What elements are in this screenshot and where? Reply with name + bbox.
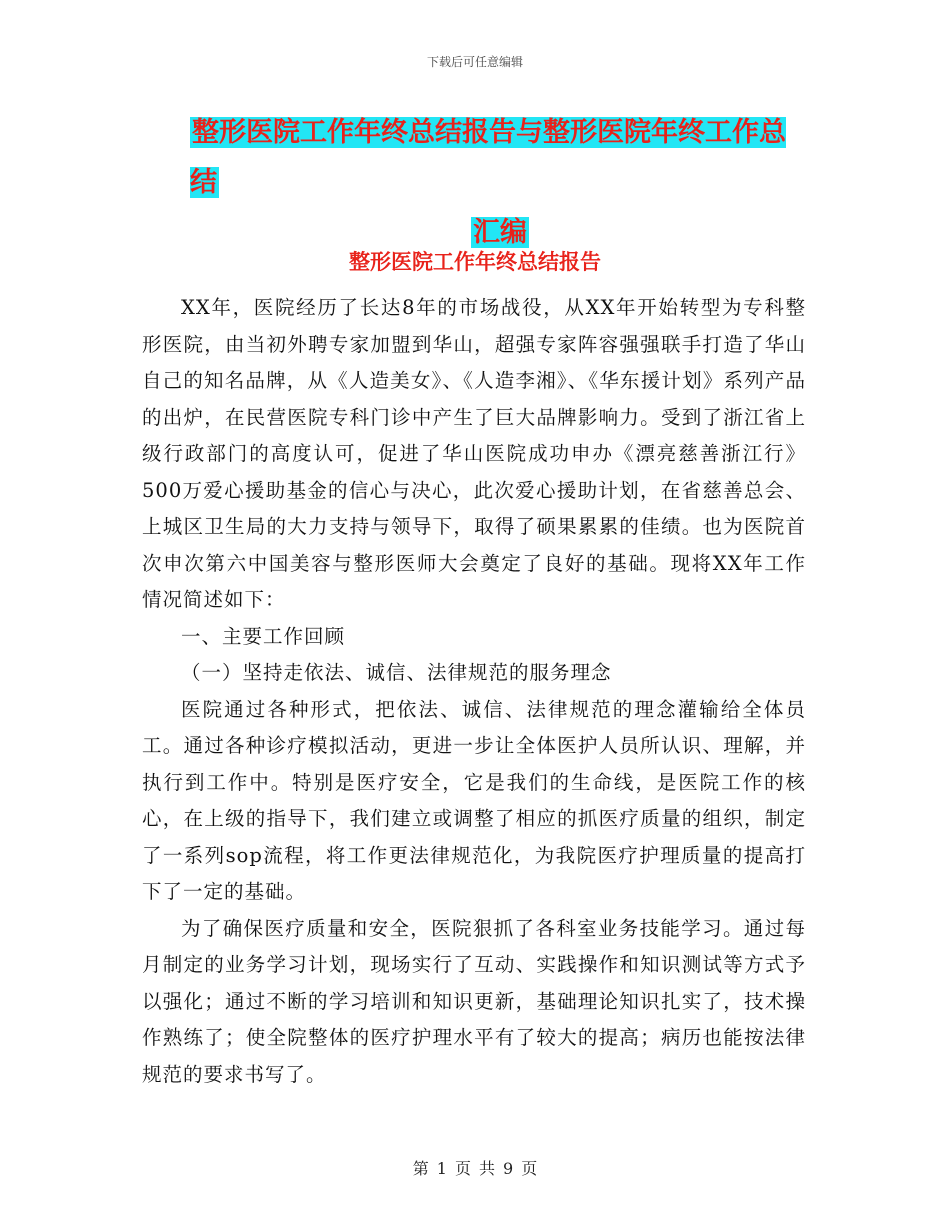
footer-total-word: 共 <box>479 1159 496 1178</box>
footer-prefix: 第 <box>412 1159 429 1178</box>
footer-suffix: 页 <box>521 1159 538 1178</box>
document-title-line1 <box>190 108 810 208</box>
section-title: 整形医院工作年终总结报告 <box>349 250 601 274</box>
paragraph-law-compliance: 医院通过各种形式，把依法、诚信、法律规范的理念灌输给全体员工。通过各种诊疗模拟活动，更进一步让全体医护人员所认识、理解，并执行到工作中。特别是医疗安全，它是我们的生命线，是医院工作的核心，在上级的指导下，我们建立或调整了相应的抓医疗质量的组织，制定了一系列sop流程，将工作更法律规范化，为我院医疗护理质量的提高打下了一定的基础。 <box>142 697 806 903</box>
document-body <box>142 290 806 1093</box>
footer-total-pages: 9 <box>503 1159 514 1178</box>
heading-main-review: 一、主要工作回顾 <box>181 624 346 648</box>
footer-page-word: 页 <box>454 1159 471 1178</box>
title-highlight-2: 汇编 <box>473 217 527 248</box>
header-note: 下载后可任意编辑 <box>426 55 523 69</box>
paragraph-intro: XX年，医院经历了长达8年的市场战役，从XX年开始转型为专科整形医院，由当初外聘专家加盟到华山，超强专家阵容强强联手打造了华山自己的知名品牌，从《人造美女》、《人造李湘》、《华东援计划》系列产品的出炉，在民营医院专科门诊中产生了巨大品牌影响力。受到了浙江省上级行政部门的高度认可，促进了华山医院成功申办《漂亮慈善浙江行》500万爱心援助基金的信心与决心，此次爱心援助计划，在省慈善总会、上城区卫生局的大力支持与领导下，取得了硕果累累的佳绩。也为医院首次申次第六中国美容与整形医师大会奠定了良好的基础。现将XX年工作情况简述如下： <box>142 296 806 611</box>
page-footer <box>0 1156 950 1179</box>
title-highlight-1: 整形医院工作年终总结报告与整形医院年终工作总结 <box>190 117 786 198</box>
paragraph-quality-safety: 为了确保医疗质量和安全，医院狠抓了各科室业务技能学习。通过每月制定的业务学习计划，现场实行了互动、实践操作和知识测试等方式予以强化；通过不断的学习培训和知识更新，基础理论知识扎实了，技术操作熟练了；使全院整体的医疗护理水平有了较大的提高；病历也能按法律规范的要求书写了。 <box>142 916 806 1086</box>
footer-page-number: 1 <box>436 1159 447 1178</box>
heading-subsection-1: （一）坚持走依法、诚信、法律规范的服务理念 <box>181 661 612 684</box>
document-title <box>190 108 810 258</box>
